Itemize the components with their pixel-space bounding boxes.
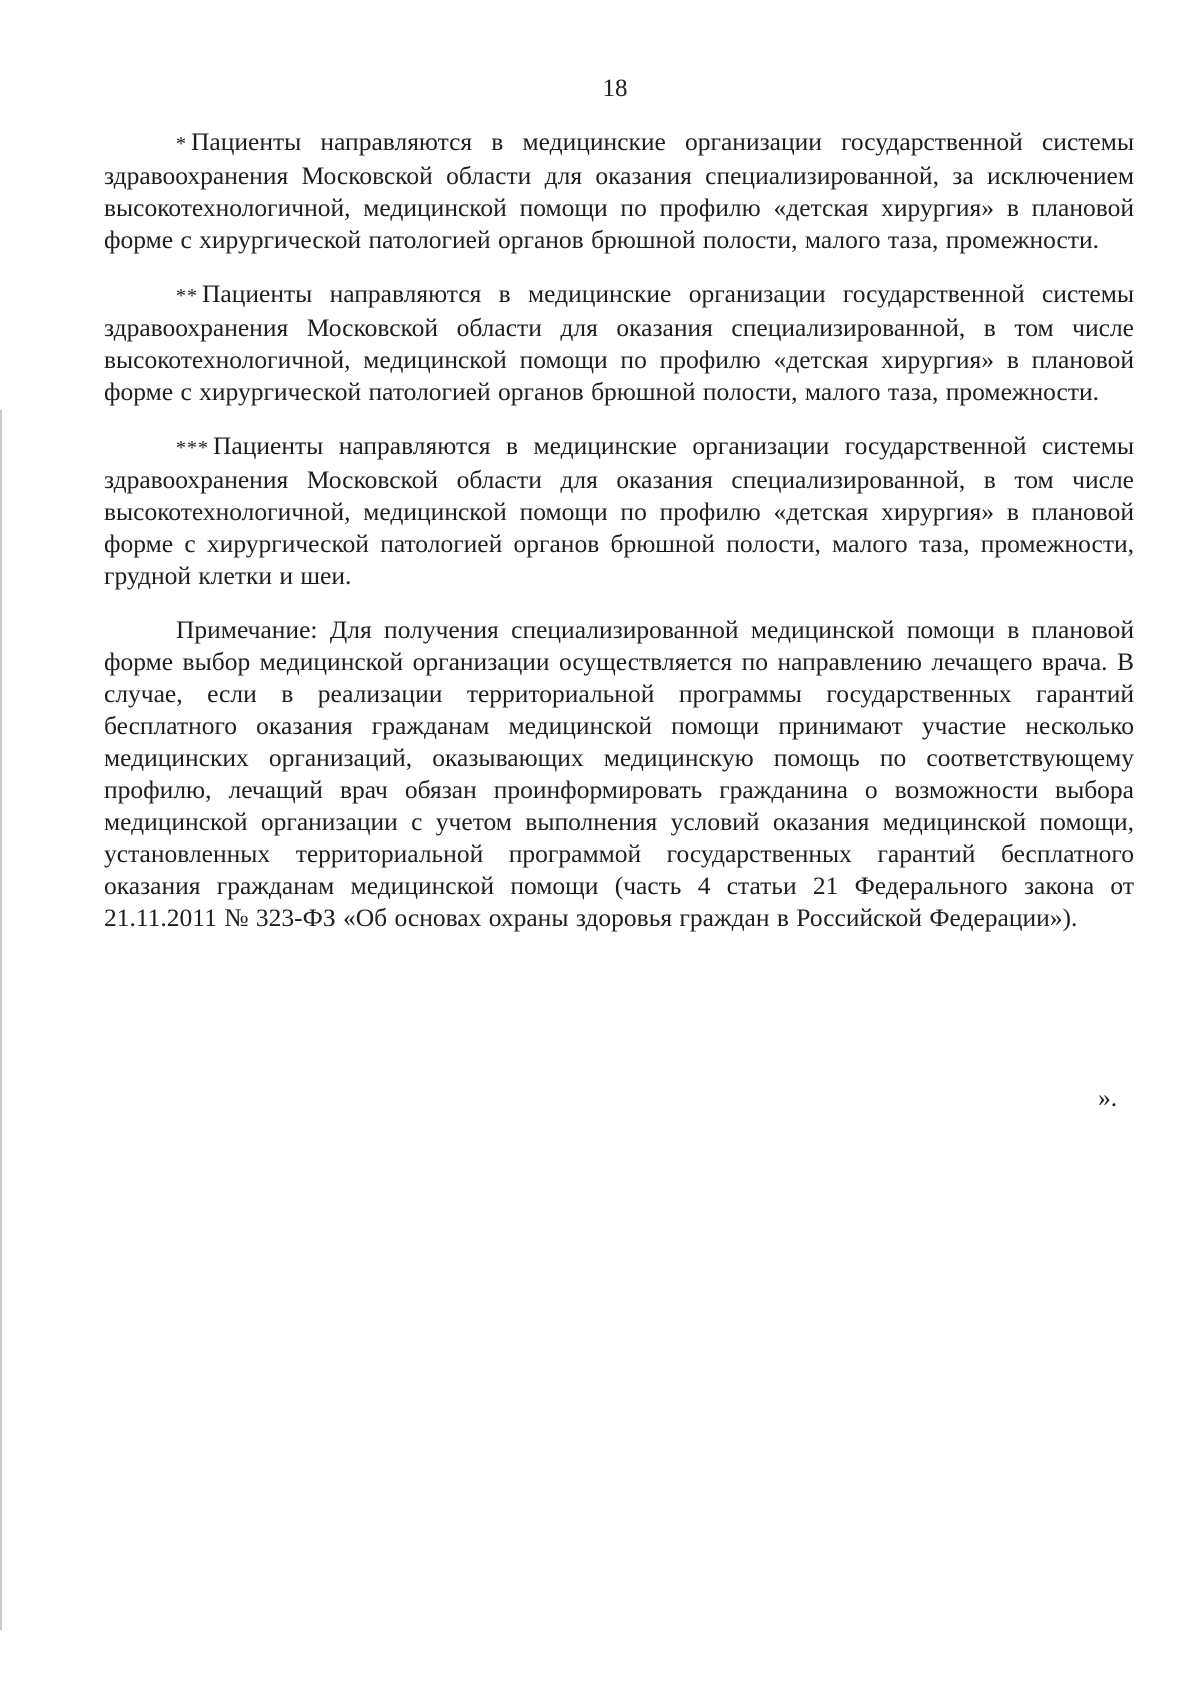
footnote-2 [104,278,1134,408]
footnote-1-mark: * [176,133,187,155]
footnote-3-text: Пациенты направляются в медицинские организации государственной системы здравоохранения Московской области для оказания специализированной, в том числе высокотехнологичной, медицинской помощи по профилю «детская хирургия» в плановой форме с хирургической патологией органов брюшной полости, малого таза, промежности, грудной клетки и шеи. [104,431,1134,590]
footnote-1-text: Пациенты направляются в медицинские организации государственной системы здравоохранения Московской области для оказания специализированной, за исключением высокотехнологичной, медицинской помощи по профилю «детская хирургия» в плановой форме с хирургической патологией органов брюшной полости, малого таза, промежности. [104,127,1134,254]
note-paragraph: Примечание: Для получения специализированной медицинской помощи в плановой форме выбор медицинской организации осуществляется по направлению лечащего врача. В случае, если в реализации территориальной программы государственных гарантий бесплатного оказания гражданам медицинской помощи принимают участие несколько медицинских организаций, оказывающих медицинскую помощь по соответствующему профилю, лечащий врач обязан проинформировать гражданина о возможности выбора медицинской организации с учетом выполнения условий оказания медицинской помощи, установленных территориальной программой государственных гарантий бесплатного оказания гражданам медицинской помощи (часть 4 статьи 21 Федерального закона от 21.11.2011 № 323-ФЗ «Об основах охраны здоровья граждан в Российской Федерации»). [104,615,1134,932]
document-body [104,126,1134,956]
footnote-3-mark: *** [176,437,209,459]
footnote-3 [104,430,1134,592]
scan-edge-line [0,410,2,1630]
closing-quote-mark: ». [1098,1083,1118,1112]
page-number: 18 [602,75,628,102]
footnote-2-mark: ** [176,285,198,307]
footnote-2-text: Пациенты направляются в медицинские организации государственной системы здравоохранения Московской области для оказания специализированной, в том числе высокотехнологичной, медицинской помощи по профилю «детская хирургия» в плановой форме с хирургической патологией органов брюшной полости, малого таза, промежности. [104,279,1134,406]
footnote-1 [104,126,1134,256]
